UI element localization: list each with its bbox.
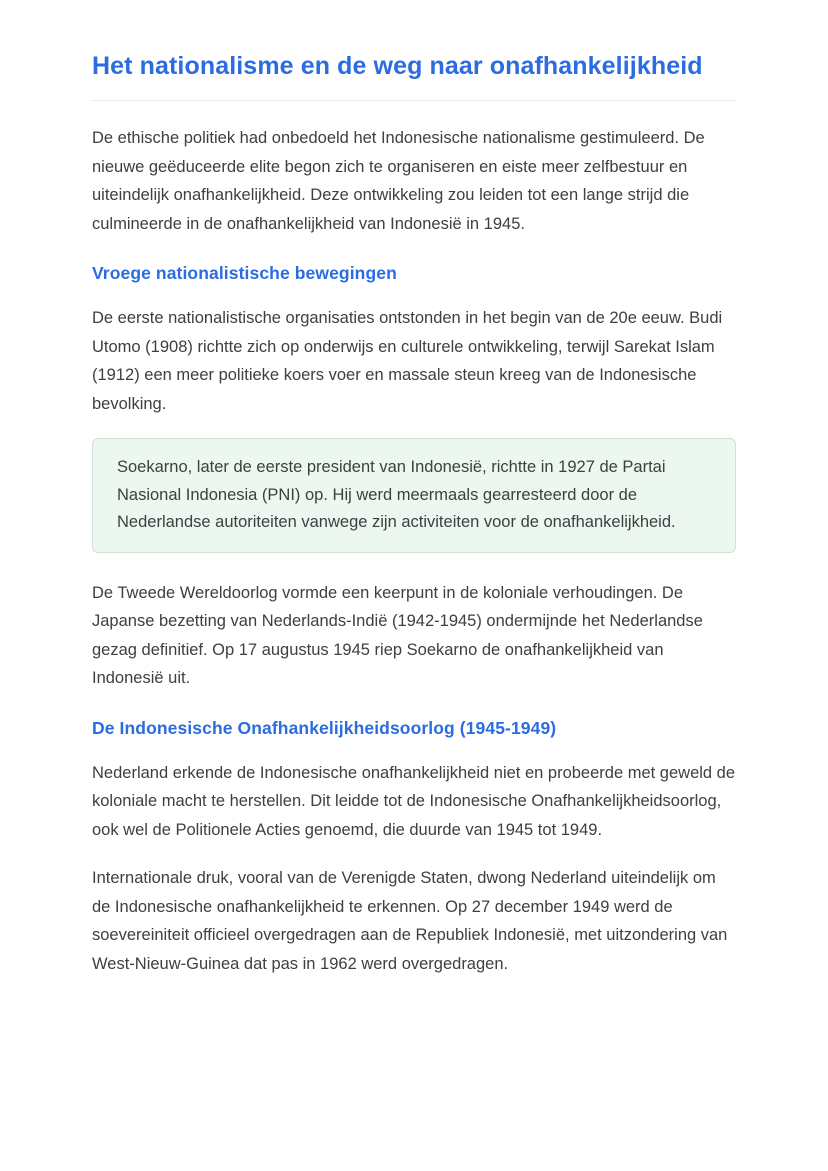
paragraph-sovereignty-transfer: Internationale druk, vooral van de Verenigde Staten, dwong Nederland uiteindelijk om de Indonesische onafhankelijkheid te erkennen. Op 27 december 1949 werd de soevereiniteit officieel overgedragen aan de Republiek Indonesië, met uitzondering van West-Nieuw-Guinea dat pas in 1962 werd overgedragen. [92,869,728,973]
paragraph-independence-war: Nederland erkende de Indonesische onafhankelijkheid niet en probeerde met geweld de koloniale macht te herstellen. Dit leidde tot de Indonesische Onafhankelijkheidsoorlog, ook wel de Politionele Acties genoemd, die duurde van 1945 tot 1949. [92,763,736,839]
callout-box [92,438,736,553]
section-heading-independence-war: De Indonesische Onafhankelijkheidsoorlog (1945-1949) [92,717,557,738]
paragraph-early-organisations: De eerste nationalistische organisaties ontstonden in het begin van de 20e eeuw. Budi Utomo (1908) richtte zich op onderwijs en culturele ontwikkeling, terwijl Sarekat Islam (1912) een meer politieke koers voer en massale steun kreeg van de Indonesische bevolking. [92,309,723,413]
page-title: Het nationalisme en de weg naar onafhankelijkheid [92,52,703,80]
intro-paragraph: De ethische politiek had onbedoeld het Indonesische nationalisme gestimuleerd. De nieuwe geëduceerde elite begon zich te organiseren en eiste meer zelfbestuur en uiteindelijk onafhankelijkheid. Deze ontwikkeling zou leiden tot een lange strijd die culmineerde in de onafhankelijkheid van Indonesië in 1945. [92,129,705,233]
callout-text: Soekarno, later de eerste president van Indonesië, richtte in 1927 de Partai Nasional Indonesia (PNI) op. Hij werd meermaals gearresteerd door de Nederlandse autoriteiten vanwege zijn activiteiten voor de onafhankelijkheid. [117,458,676,531]
title-divider [92,100,736,101]
section-heading-early-movements: Vroege nationalistische bewegingen [92,263,397,283]
paragraph-world-war-two: De Tweede Wereldoorlog vormde een keerpunt in de koloniale verhoudingen. De Japanse bezetting van Nederlands-Indië (1942-1945) ondermijnde het Nederlandse gezag definitief. Op 17 augustus 1945 riep Soekarno de onafhankelijkheid van Indonesië uit. [92,583,703,687]
